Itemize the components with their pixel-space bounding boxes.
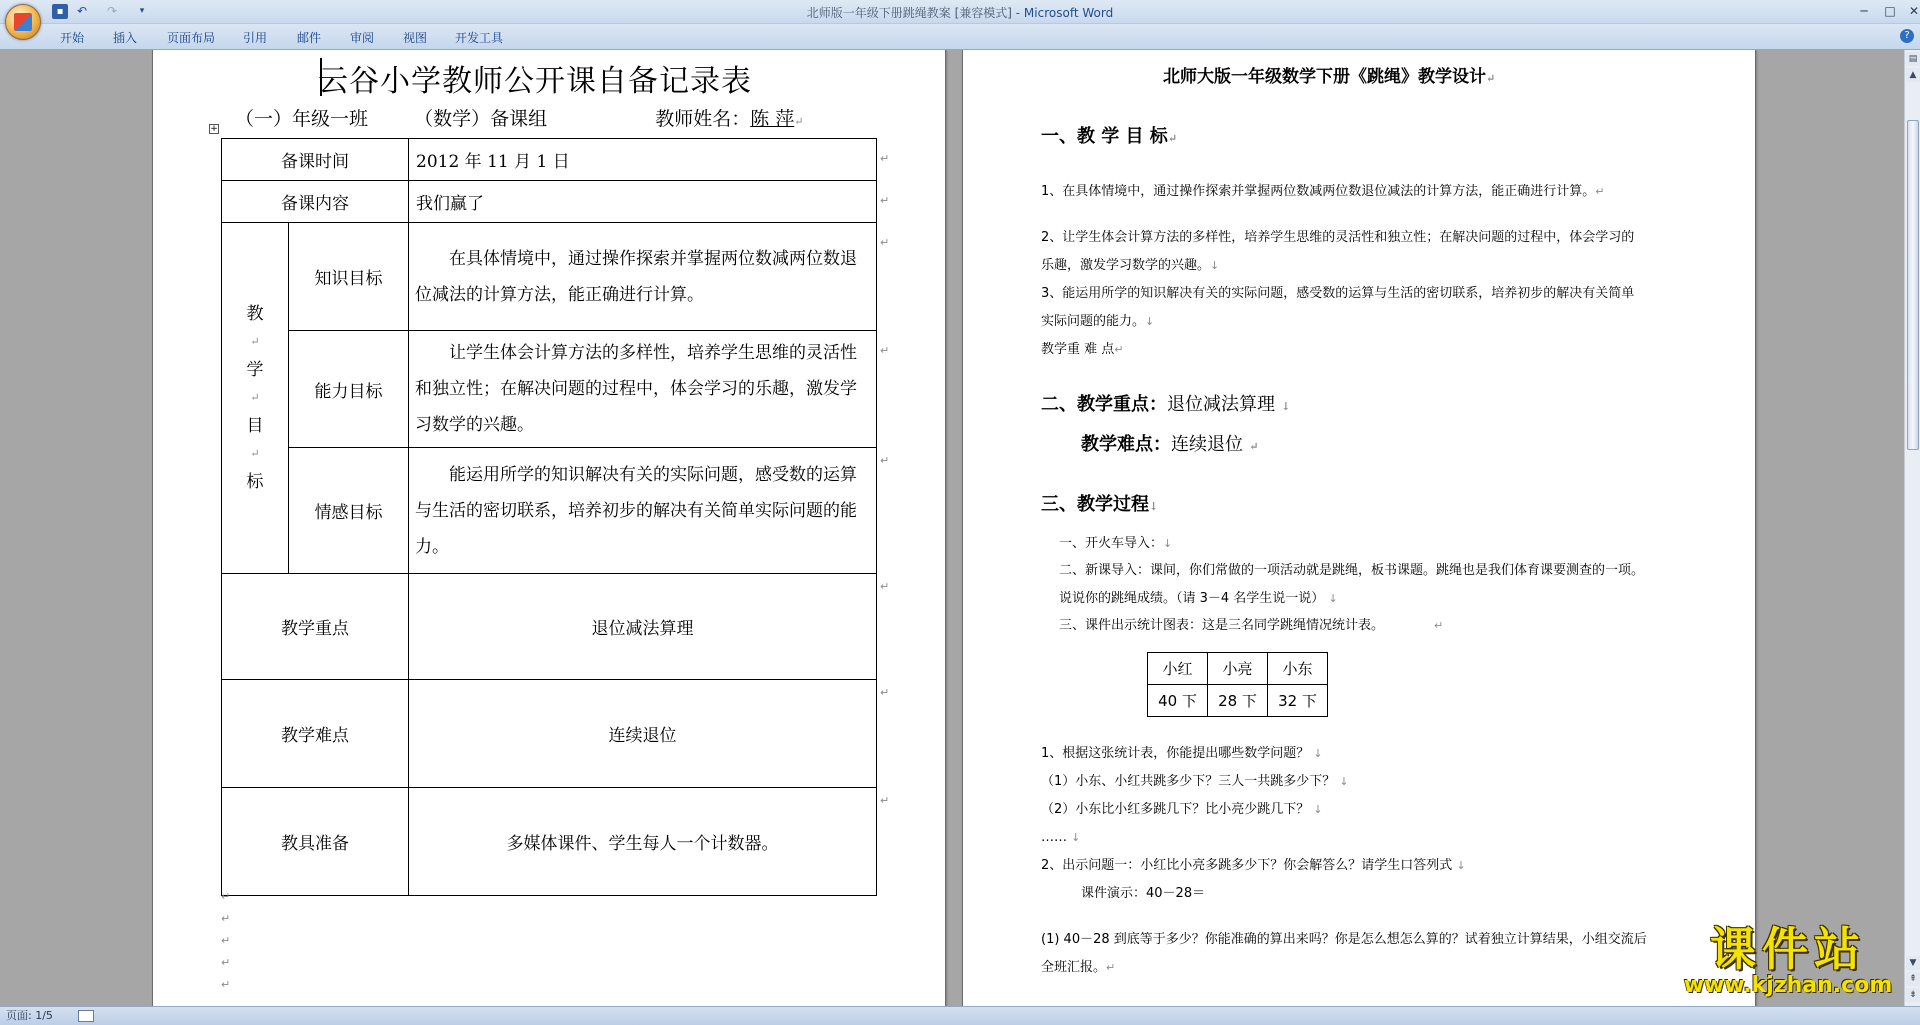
office-button[interactable] bbox=[5, 4, 41, 40]
question-item: 2、出示问题一：小红比小亮多跳多少下？你会解答么？请学生口答列式 ↓ bbox=[1041, 858, 1466, 873]
student-name: 小亮 bbox=[1208, 653, 1268, 685]
vertical-scrollbar[interactable] bbox=[1904, 50, 1920, 1006]
goal-char: 学 bbox=[246, 360, 264, 380]
close-button[interactable]: ✕ bbox=[1908, 4, 1920, 18]
prep-time-value[interactable]: 2012 年 11 月 1 日 bbox=[409, 139, 877, 181]
document-page-2[interactable] bbox=[962, 50, 1756, 1006]
save-icon[interactable]: ▪ bbox=[52, 4, 68, 19]
window-title bbox=[0, 4, 1920, 21]
section-heading-key-point: 二、教学重点：退位减法算理 ↓ bbox=[1041, 394, 1291, 415]
goal-item: 乐趣，激发学习数学的兴趣。↓ bbox=[1041, 258, 1220, 273]
status-bar bbox=[0, 1006, 1920, 1025]
goal-item: 实际问题的能力。↓ bbox=[1041, 314, 1155, 329]
row-end-mark: ↵ bbox=[880, 344, 890, 357]
courseware-demo: 课件演示：40－28＝ bbox=[1081, 886, 1206, 901]
document-name: 北师版一年级下册跳绳教案 [兼容模式] - bbox=[806, 6, 1024, 20]
key-point-value[interactable]: 退位减法算理 bbox=[409, 574, 877, 680]
document-page-1[interactable] bbox=[152, 50, 946, 1006]
scroll-down-icon[interactable]: ▼ bbox=[1906, 956, 1920, 970]
proofing-icon[interactable] bbox=[78, 1010, 94, 1022]
jump-count: 32 下 bbox=[1268, 685, 1328, 717]
table-row bbox=[222, 181, 877, 223]
teaching-goals-label: 教 ↵ 学 ↵ 目 ↵ 标 bbox=[222, 223, 289, 574]
emotion-goal-label: 情感目标 bbox=[289, 448, 409, 574]
tab-home[interactable]: 开始 bbox=[60, 31, 85, 45]
process-step: 一、开火车导入：↓ bbox=[1059, 536, 1173, 551]
paragraph-mark: ↵ bbox=[221, 934, 231, 947]
row-end-mark: ↵ bbox=[880, 152, 890, 165]
help-icon[interactable]: ? bbox=[1900, 29, 1914, 43]
watermark-url: www.kjzhan.com bbox=[1683, 973, 1893, 998]
prep-content-label: 备课内容 bbox=[222, 181, 409, 223]
prep-content-value[interactable]: 我们赢了 bbox=[409, 181, 877, 223]
teacher-label: 教师姓名： bbox=[655, 108, 751, 130]
scrollbar-thumb[interactable] bbox=[1907, 120, 1919, 450]
office-logo-icon bbox=[14, 13, 32, 31]
prep-time-label: 备课时间 bbox=[222, 139, 409, 181]
subtitle-line: （一）年级一班 （数学）备课组 教师姓名：陈 萍↵ bbox=[235, 108, 804, 130]
question-item: (1) 40－28 到底等于多少？你能准确的算出来吗？你是怎么想怎么算的？试着独立计算结果，小组交流后 bbox=[1041, 932, 1647, 947]
undo-icon[interactable]: ↶ bbox=[76, 4, 88, 18]
knowledge-goal-label: 知识目标 bbox=[289, 223, 409, 331]
paragraph-mark: ↵ bbox=[221, 912, 231, 925]
watermark-logo bbox=[1668, 924, 1908, 998]
paragraph-mark: ↵ bbox=[221, 890, 231, 903]
next-page-icon[interactable]: ⇟ bbox=[1906, 988, 1920, 1002]
document-workspace bbox=[0, 50, 1904, 1006]
goal-char: 标 bbox=[246, 472, 264, 492]
jump-count: 40 下 bbox=[1148, 685, 1208, 717]
tab-insert[interactable]: 插入 bbox=[113, 31, 138, 45]
tab-view[interactable]: 视图 bbox=[403, 31, 428, 45]
difficulty-label: 教学难点 bbox=[222, 680, 409, 788]
section-heading-goals: 一、教 学 目 标↵ bbox=[1041, 126, 1178, 147]
maximize-button[interactable]: □ bbox=[1884, 4, 1896, 18]
process-step: 二、新课导入：课间，你们常做的一项活动就是跳绳，板书课题。跳绳也是我们体育课要测查的一项。 bbox=[1059, 563, 1645, 578]
row-end-mark: ↵ bbox=[880, 236, 890, 249]
watermark-title: 课件站 bbox=[1710, 922, 1866, 976]
title-bar bbox=[0, 0, 1920, 24]
goal-char: 目 bbox=[246, 416, 264, 436]
paragraph-mark: ↵ bbox=[221, 978, 231, 991]
process-step: 三、课件出示统计图表：这是三名同学跳绳情况统计表。 ↵ bbox=[1059, 618, 1444, 633]
question-item: （2）小东比小红多跳几下？比小亮少跳几下？ ↓ bbox=[1041, 802, 1323, 817]
table-row bbox=[222, 448, 877, 574]
jump-rope-stats-table bbox=[1147, 652, 1328, 717]
paragraph-mark: ↵ bbox=[221, 956, 231, 969]
page-title: 云谷小学教师公开课自备记录表 bbox=[318, 64, 752, 99]
table-row bbox=[1148, 653, 1328, 685]
table-row bbox=[222, 331, 877, 448]
row-end-mark: ↵ bbox=[880, 580, 890, 593]
table-row bbox=[222, 680, 877, 788]
tab-developer[interactable]: 开发工具 bbox=[455, 31, 504, 45]
goal-char: 教 bbox=[246, 304, 264, 324]
page-count[interactable]: 页面: 1/5 bbox=[6, 1009, 53, 1022]
table-row bbox=[222, 788, 877, 896]
lesson-record-table bbox=[221, 138, 877, 896]
difficulty-value[interactable]: 连续退位 bbox=[409, 680, 877, 788]
tab-review[interactable]: 审阅 bbox=[350, 31, 375, 45]
goal-item: 3、能运用所学的知识解决有关的实际问题，感受数的运算与生活的密切联系，培养初步的解决有关简单 bbox=[1041, 286, 1635, 301]
emotion-goal-text[interactable]: 能运用所学的知识解决有关的实际问题，感受数的运算与生活的密切联系，培养初步的解决有关简单实际问题的能力。 bbox=[409, 448, 877, 574]
table-row bbox=[222, 139, 877, 181]
goal-item: 2、让学生体会计算方法的多样性，培养学生思维的灵活性和独立性；在解决问题的过程中，体会学习的 bbox=[1041, 230, 1635, 245]
question-item: …… ↓ bbox=[1041, 830, 1081, 845]
ability-goal-text[interactable]: 让学生体会计算方法的多样性，培养学生思维的灵活性和独立性；在解决问题的过程中，体会学习的乐趣，激发学习数学的兴趣。 bbox=[409, 331, 877, 448]
grade-class: （一）年级一班 bbox=[235, 108, 369, 130]
row-end-mark: ↵ bbox=[880, 194, 890, 207]
tab-page-layout[interactable]: 页面布局 bbox=[167, 31, 216, 45]
previous-page-icon[interactable]: ⇞ bbox=[1906, 972, 1920, 986]
table-row bbox=[222, 223, 877, 331]
section-heading-process: 三、教学过程↓ bbox=[1041, 494, 1159, 515]
table-row bbox=[222, 574, 877, 680]
lesson-plan-title: 北师大版一年级数学下册《跳绳》教学设计↵ bbox=[1163, 67, 1496, 87]
subject-group: （数学）备课组 bbox=[414, 108, 548, 130]
tab-mailings[interactable]: 邮件 bbox=[297, 31, 322, 45]
scroll-up-icon[interactable]: ▲ bbox=[1906, 68, 1920, 82]
minimize-button[interactable]: ─ bbox=[1860, 4, 1868, 18]
key-point-label: 教学重点 bbox=[222, 574, 409, 680]
goal-item: 1、在具体情境中，通过操作探索并掌握两位数减两位数退位减法的计算方法，能正确进行计算。↵ bbox=[1041, 184, 1605, 199]
jump-count: 28 下 bbox=[1208, 685, 1268, 717]
row-end-mark: ↵ bbox=[880, 454, 890, 467]
ability-goal-label: 能力目标 bbox=[289, 331, 409, 448]
app-name: Microsoft Word bbox=[1023, 6, 1114, 20]
row-end-mark: ↵ bbox=[880, 686, 890, 699]
difficulty-heading: 教学难点：连续退位 ↵ bbox=[1081, 434, 1259, 455]
tools-value[interactable]: 多媒体课件、学生每人一个计数器。 bbox=[409, 788, 877, 896]
table-row bbox=[1148, 685, 1328, 717]
question-item: 1、根据这张统计表，你能提出哪些数学问题？ ↓ bbox=[1041, 746, 1323, 761]
customize-toolbar-icon[interactable]: ▾ bbox=[139, 6, 145, 16]
ribbon-tabs bbox=[0, 24, 1920, 50]
question-item: （1）小东、小红共跳多少下？三人一共跳多少下？ ↓ bbox=[1041, 774, 1349, 789]
tab-references[interactable]: 引用 bbox=[243, 31, 268, 45]
teacher-name: 陈 萍 bbox=[750, 108, 795, 130]
student-name: 小东 bbox=[1268, 653, 1328, 685]
question-item: 全班汇报。↵ bbox=[1041, 960, 1116, 975]
tools-label: 教具准备 bbox=[222, 788, 409, 896]
table-move-handle-icon[interactable]: + bbox=[210, 124, 218, 134]
process-step: 说说你的跳绳成绩。（请 3－4 名学生说一说） ↓ bbox=[1059, 591, 1338, 606]
row-end-mark: ↵ bbox=[880, 794, 890, 807]
student-name: 小红 bbox=[1148, 653, 1208, 685]
key-difficulty-label: 教学重 难 点↵ bbox=[1041, 342, 1124, 357]
ruler-toggle-icon[interactable]: ▤ bbox=[1906, 52, 1920, 66]
redo-icon[interactable]: ↷ bbox=[106, 4, 118, 18]
knowledge-goal-text[interactable]: 在具体情境中，通过操作探索并掌握两位数减两位数退位减法的计算方法，能正确进行计算。 bbox=[409, 223, 877, 331]
